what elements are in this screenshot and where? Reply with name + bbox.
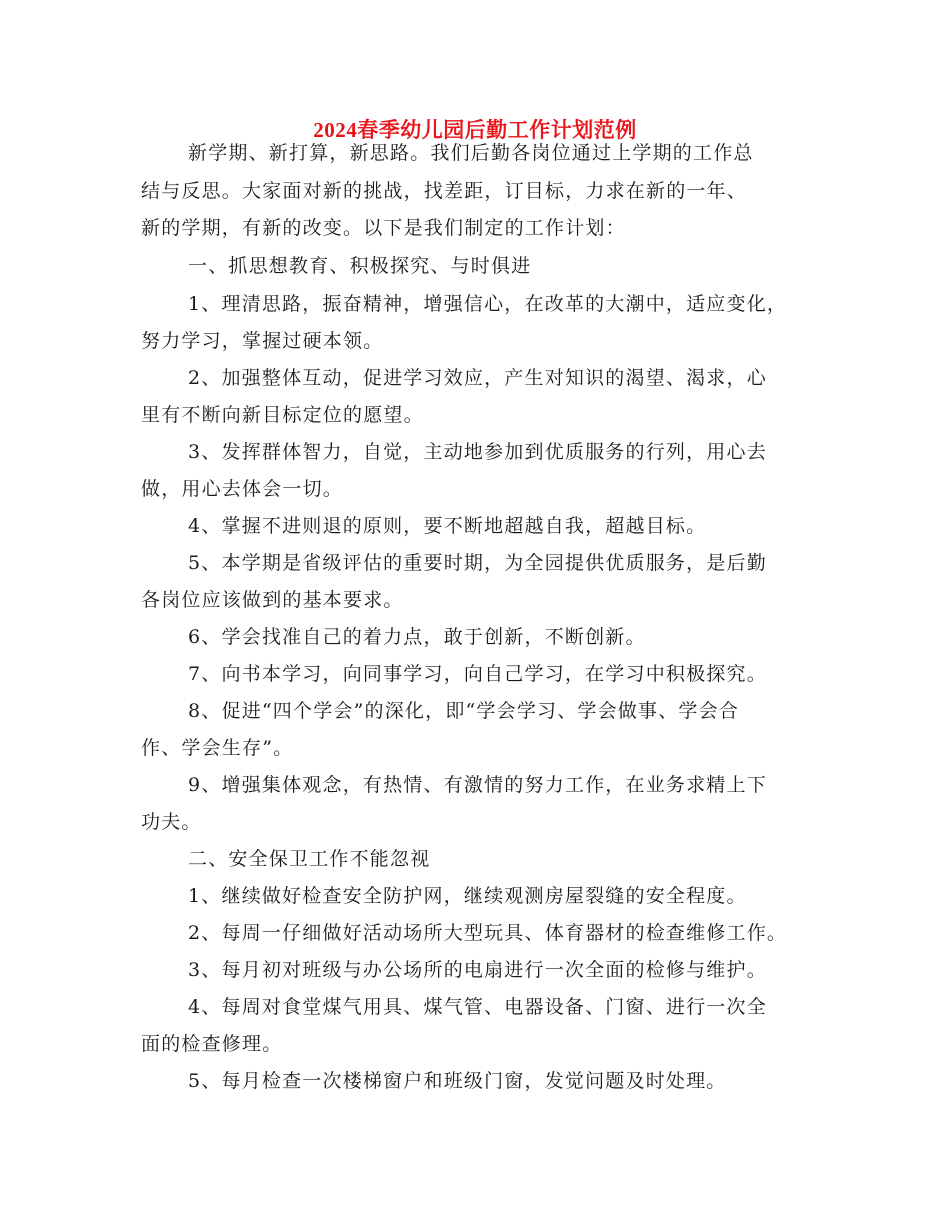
paragraph-line: 4、掌握不进则退的原则，要不断地超越自我，超越目标。 <box>188 515 707 537</box>
paragraph-line: 2、加强整体互动，促进学习效应，产生对知识的渴望、渴求，心 <box>188 367 767 389</box>
paragraph-line: 7、向书本学习，向同事学习，向自己学习，在学习中积极探究。 <box>188 663 767 685</box>
paragraph-line: 面的检查修理。 <box>141 1033 283 1055</box>
paragraph-line: 6、学会找准自己的着力点，敢于创新，不断创新。 <box>188 626 646 648</box>
paragraph-line: 3、每月初对班级与办公场所的电扇进行一次全面的检修与维护。 <box>188 959 767 981</box>
paragraph-line: 各岗位应该做到的基本要求。 <box>141 589 404 611</box>
paragraph-line: 1、继续做好检查安全防护网，继续观测房屋裂缝的安全程度。 <box>188 885 747 907</box>
paragraph-line: 1、理清思路，振奋精神，增强信心，在改革的大潮中，适应变化， <box>188 293 788 315</box>
document-title: 2024春季幼儿园后勤工作计划范例 <box>313 118 637 142</box>
paragraph-line: 新的学期，有新的改变。以下是我们制定的工作计划： <box>141 217 626 239</box>
paragraph-line: 2、每周一仔细做好活动场所大型玩具、体育器材的检查维修工作。 <box>188 922 788 944</box>
paragraph-line: 作、学会生存”。 <box>141 737 294 759</box>
section-heading: 二、安全保卫工作不能忽视 <box>188 848 431 870</box>
paragraph-line: 8、促进“四个学会”的深化，即“学会学习、学会做事、学会合 <box>188 700 740 722</box>
paragraph-line: 5、每月检查一次楼梯窗户和班级门窗，发觉问题及时处理。 <box>188 1070 727 1092</box>
paragraph-line: 努力学习，掌握过硬本领。 <box>141 330 384 352</box>
paragraph-line: 9、增强集体观念，有热情、有激情的努力工作，在业务求精上下 <box>188 774 767 796</box>
paragraph-line: 做，用心去体会一切。 <box>141 478 344 500</box>
paragraph-line: 5、本学期是省级评估的重要时期，为全园提供优质服务，是后勤 <box>188 552 767 574</box>
paragraph-line: 4、每周对食堂煤气用具、煤气管、电器设备、门窗、进行一次全 <box>188 996 767 1018</box>
paragraph-line: 3、发挥群体智力，自觉，主动地参加到优质服务的行列，用心去 <box>188 441 767 463</box>
paragraph-line: 结与反思。大家面对新的挑战，找差距，订目标，力求在新的一年、 <box>141 180 748 202</box>
section-heading: 一、抓思想教育、积极探究、与时俱进 <box>188 255 532 277</box>
paragraph-line: 功夫。 <box>141 811 202 833</box>
paragraph-line: 里有不断向新目标定位的愿望。 <box>141 404 424 426</box>
paragraph-line: 新学期、新打算，新思路。我们后勤各岗位通过上学期的工作总 <box>188 142 754 164</box>
